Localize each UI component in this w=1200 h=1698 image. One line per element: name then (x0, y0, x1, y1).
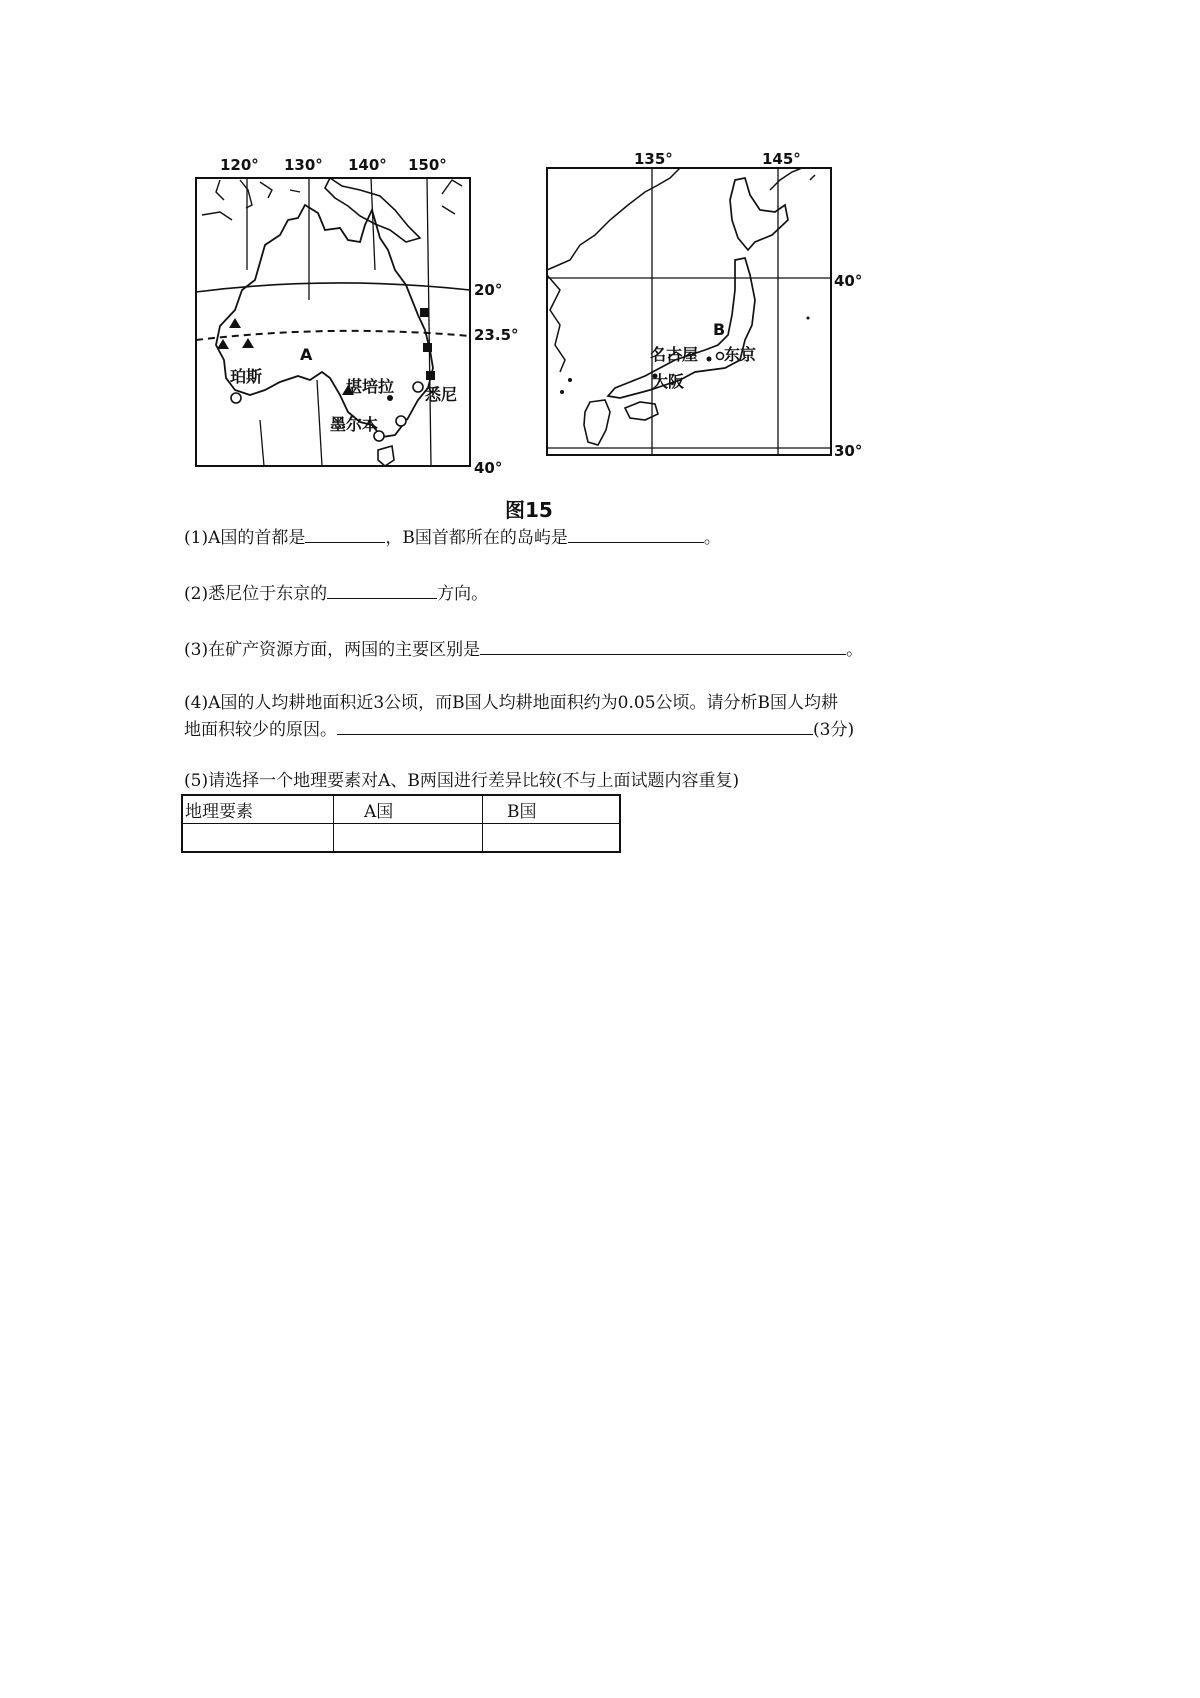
q4-score: (3分) (813, 720, 855, 740)
q1-text-b: ，B国首都所在的岛屿是 (385, 528, 568, 548)
q3-text-end: 。 (846, 640, 864, 660)
q2-text-b: 方向。 (437, 584, 489, 604)
lat-tick-20: 20° (474, 281, 503, 299)
city-osaka: 大阪 (652, 372, 685, 391)
cell-geo-element[interactable] (182, 824, 334, 853)
lon-tick-120: 120° (220, 156, 259, 174)
q4-line-2 (184, 716, 854, 743)
question-3 (184, 636, 863, 663)
question-2 (184, 580, 488, 607)
lon-tick-150: 150° (408, 156, 447, 174)
country-label-b: B (713, 320, 726, 339)
question-4 (184, 690, 854, 743)
city-nagoya: 名古屋 (650, 345, 699, 364)
cell-country-b[interactable] (483, 824, 621, 853)
lon-tick-140: 140° (348, 156, 387, 174)
q3-blank-minerals[interactable] (480, 636, 846, 655)
question-1 (184, 524, 721, 551)
lat-tick-40-b: 40° (834, 272, 863, 290)
q2-text-a: (2)悉尼位于东京的 (184, 584, 328, 604)
header-country-a: A国 (334, 795, 483, 824)
city-canberra: 堪培拉 (346, 377, 395, 396)
city-sydney: 悉尼 (425, 385, 458, 404)
figure-caption: 图15 (505, 498, 553, 522)
lat-tick-23-5: 23.5° (474, 326, 519, 344)
question-5 (184, 768, 739, 794)
map-australia (180, 150, 519, 480)
q4-line-1: (4)A国的人均耕地面积近3公顷，而B国人均耕地面积约为0.05公顷。请分析B国人均耕 (184, 693, 839, 713)
city-tokyo: 东京 (724, 345, 757, 364)
map-japan (540, 150, 890, 480)
header-country-b: B国 (483, 795, 621, 824)
q1-blank-island[interactable] (568, 524, 704, 543)
lon-tick-130: 130° (284, 156, 323, 174)
lon-tick-145: 145° (762, 150, 801, 168)
q2-blank-direction[interactable] (327, 580, 437, 599)
q1-text-end: 。 (703, 528, 721, 548)
lat-tick-40: 40° (474, 459, 503, 477)
table-header-row (182, 795, 620, 824)
lon-tick-135: 135° (634, 150, 673, 168)
q3-text-a: (3)在矿产资源方面，两国的主要区别是 (184, 640, 481, 660)
q1-text-a: (1)A国的首都是 (184, 528, 306, 548)
q4-blank-reason[interactable] (337, 716, 813, 735)
lat-tick-30-b: 30° (834, 442, 863, 460)
comparison-table (181, 794, 621, 853)
q1-blank-capital[interactable] (305, 524, 385, 543)
header-geo-element: 地理要素 (182, 795, 334, 824)
city-perth: 珀斯 (230, 367, 263, 386)
city-melbourne: 墨尔本 (330, 415, 379, 434)
country-label-a: A (300, 345, 313, 364)
cell-country-a[interactable] (334, 824, 483, 853)
q4-text-b: 地面积较少的原因。 (184, 720, 337, 740)
q5-text: (5)请选择一个地理要素对A、B两国进行差异比较(不与上面试题内容重复) (184, 771, 740, 791)
table-row (182, 824, 620, 853)
